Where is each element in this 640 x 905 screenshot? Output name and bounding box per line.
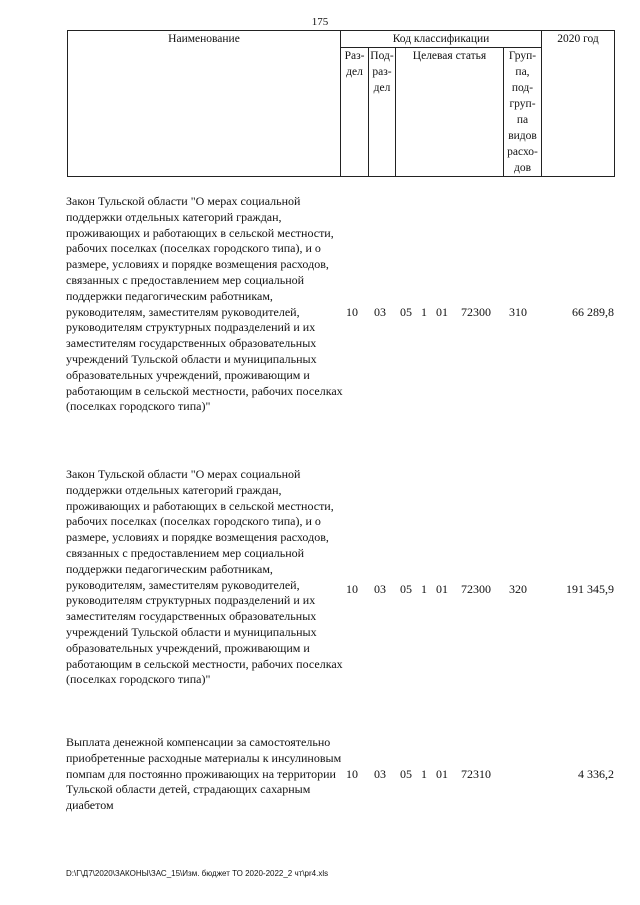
row-2-target-direction: 72300 <box>461 582 491 596</box>
header-name: Наименование <box>68 31 341 177</box>
row-1-target-type: 1 <box>421 305 427 319</box>
header-year: 2020 год <box>542 31 615 177</box>
row-1-section: 10 <box>346 305 358 319</box>
header-section: Раз- дел <box>341 48 369 177</box>
row-3-subsection: 03 <box>374 767 386 781</box>
row-1-group: 310 <box>509 305 527 319</box>
header-subsection: Под- раз- дел <box>369 48 396 177</box>
row-3-section: 10 <box>346 767 358 781</box>
row-3-target-direction: 72310 <box>461 767 491 781</box>
header-group: Груп- па, под- груп- па видов расхо- дов <box>504 48 542 177</box>
row-2-section: 10 <box>346 582 358 596</box>
row-2-description: Закон Тульской области "О мерах социальной поддержки отдельных категорий граждан, проживающих и работающих в сельской местности, рабочих поселках (поселках городского типа), и о размере, условиях и порядке возмещения расходов, связанных с предоставлением мер социальной поддержки педагогическим работникам, руководителям, заместителям руководителей, руководителям структурных подразделений и их заместителям государственных образовательных учреждений Тульской области и муниципальных образовательных учреждений, проживающим и работающим в сельской местности, рабочих поселках (поселках городского типа)" <box>66 467 343 687</box>
row-3-target-main: 01 <box>436 767 448 781</box>
row-1-subsection: 03 <box>374 305 386 319</box>
header-target: Целевая статья <box>396 48 504 177</box>
row-2-group: 320 <box>509 582 527 596</box>
row-1-target-program: 05 <box>400 305 412 319</box>
header-classification: Код классификации <box>341 31 542 48</box>
page-number: 175 <box>311 16 329 28</box>
row-1-target-direction: 72300 <box>461 305 491 319</box>
row-3-target-type: 1 <box>421 767 427 781</box>
row-1-description: Закон Тульской области "О мерах социальной поддержки отдельных категорий граждан, проживающих и работающих в сельской местности, рабочих поселках (поселках городского типа), и о размере, условиях и порядке возмещения расходов, связанных с предоставлением мер социальной поддержки педагогическим работникам, руководителям, заместителям руководителей, руководителям структурных подразделений и их заместителям государственных образовательных учреждений Тульской области и муниципальных образовательных учреждений, проживающим и работающим в сельской местности, рабочих поселках (поселках городского типа)" <box>66 194 343 414</box>
row-2-target-main: 01 <box>436 582 448 596</box>
row-2-subsection: 03 <box>374 582 386 596</box>
row-3-description: Выплата денежной компенсации за самостоятельно приобретенные расходные материалы к инсулиновым помпам для постоянно проживающих на территории Тульской области детей, страдающих сахарным диабетом <box>66 735 342 813</box>
row-2-target-type: 1 <box>421 582 427 596</box>
header-table <box>67 30 615 177</box>
row-1-target-main: 01 <box>436 305 448 319</box>
row-2-amount: 191 345,9 <box>566 582 614 596</box>
file-path-footer: D:\Г\Д7\2020\ЗАКОНЫ\ЗАС_15\Изм. бюджет ТО 2020-2022_2 чт\pr4.xls <box>66 869 329 878</box>
row-3-target-program: 05 <box>400 767 412 781</box>
row-1-amount: 66 289,8 <box>572 305 614 319</box>
row-2-target-program: 05 <box>400 582 412 596</box>
row-3-amount: 4 336,2 <box>578 767 614 781</box>
